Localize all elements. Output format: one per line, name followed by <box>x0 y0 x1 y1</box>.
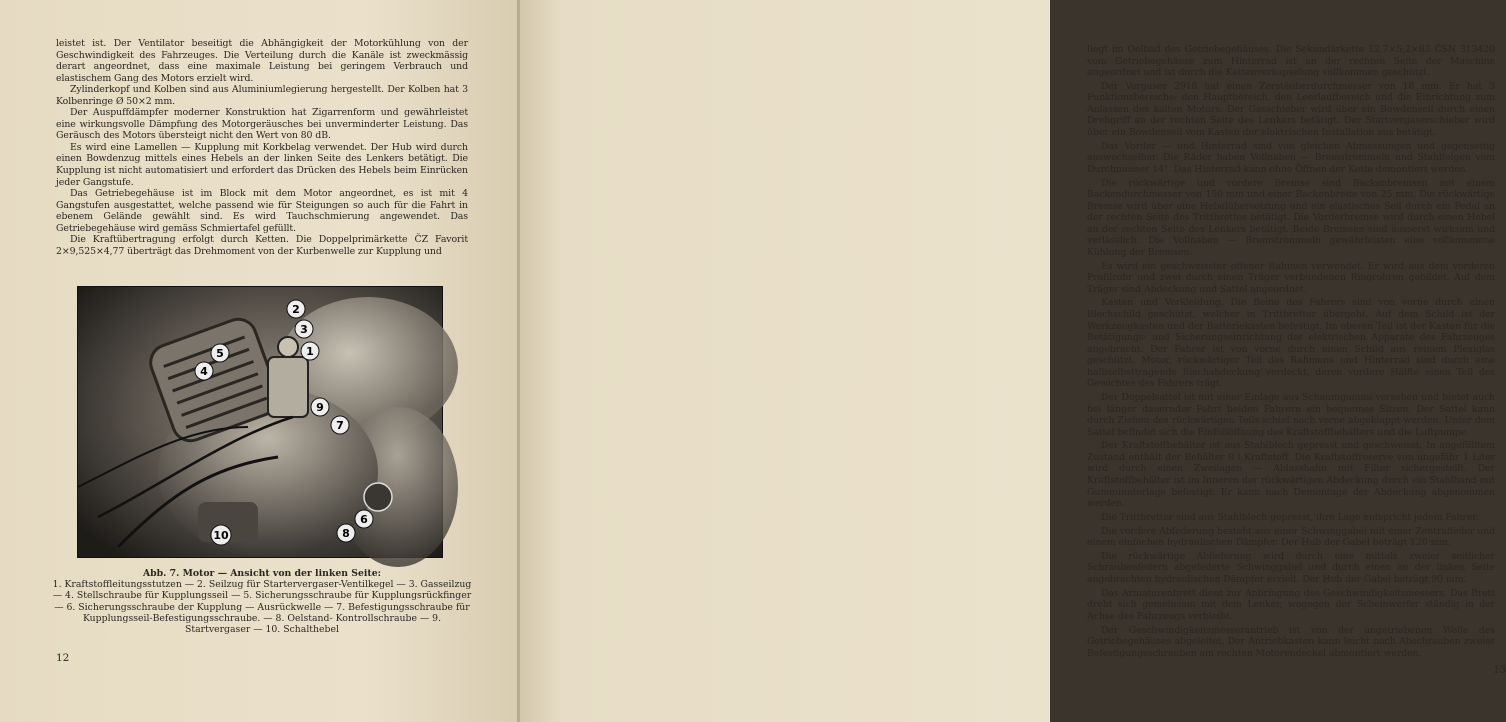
callout-10: 10 <box>213 529 229 542</box>
callout-2: 2 <box>292 303 300 316</box>
paragraph: Die Kraftübertragung erfolgt durch Ketten. Die Doppelprimärkette ČZ Favorit 2×9,525×4,77 überträgt das Drehmoment von der Kurbenwelle zur Kupplung und <box>56 234 468 257</box>
left-page <box>0 0 520 722</box>
engine-photo-drawing <box>78 287 442 557</box>
callout-8: 8 <box>342 527 350 540</box>
paragraph: Die rückwärtige und vordere Bremse sind Backenbremsen mit einem Backendurchmesser von 150 mm und einer Backenbreite von 25 mm. Die rückwärtige Bremse wird über eine Hebelübersetzung und ein elastisches Seil durch ein Pedal an der rechten Seite des Trittbrettes betätigt. Die Vorderbremse wird durch einen Hebel an der rechten Seite des Lenkers betätigt. Beide Bremsen sind äusserst wirksam und verlässlich. Die Vollnaben — Bremstrommeln gewährleisten eine vollkommene Kühlung der Bremsen. <box>1087 177 1495 258</box>
paragraph: Die rückwärtige Abfederung wird durch eine mittels zweier seitlicher Schraubenfedern abgefederte Schwinggabel und durch einen an der linken Seite angebrachten hydraulischen Dämpfer erzielt. Der Hub der Gabel beträgt 90 mm. <box>1087 550 1495 585</box>
paragraph: Der Doppelsattel ist mit einer Einlage aus Schaumgummi versehen und bietet auch bei länger dauernder Fahrt beiden Fahrern ein bequemes Sitzen. Der Sattel kann durch Ziehen des rückwärtigen Teils schief nach vorne abgeklappt werden. Unter dem Sattel befindet sich die Einfüllöffnung des Kraftstoffbehälters und die Luftpumpe. <box>1087 391 1495 438</box>
paragraph: Der Kraftstoffbehälter ist aus Stahlblech gepresst und geschweisst. In angefülltem Zustand enthält der Behälter 8 l Kraftstoff. Die Kraftstoffreserve von ungefähr 1 Liter wird durch einen Zweilagen — Ablasshahn mit Filter sichergestellt. Der Kraftstoffbehälter ist im Inneren der rückwärtigen Abdeckung durch ein Stahlband mit Gummiunterlage befestigt. Er kann nach Demontage der Abdeckung abgenommen werden. <box>1087 440 1495 510</box>
right-page-text <box>1087 44 1495 661</box>
engine-photo <box>77 286 443 558</box>
paragraph: Der Vergaser 2918 hat einen Zerstäuberdurchmesser von 18 mm. Er hat 3 Funktionsbereiche: den Hauptbereich, den Leerlaufbereich und die Einrichtung zum Anlassen des kalten Motors. Der Gasschieber wird über ein Bowdenseil durch einen Drehgriff an der rechten Seite des Lenkers betätigt. Der Startvergaserschieber wird über ein Bowdenseil vom Kasten der elektrischen Installation aus betätigt. <box>1087 80 1495 139</box>
callout-6: 6 <box>360 513 368 526</box>
paragraph: liegt im Oelbad des Getriebegehäuses. Die Sekundärkette 12,7×5,2×83 ČSN 313420 vom Getriebegehäuse zum Hinterrad ist an der rechten Seite der Maschine angeordnet und ist durch die Kettenverkapselung vollkommen geschützt. <box>1087 44 1495 79</box>
callout-9: 9 <box>316 401 324 414</box>
callout-1: 1 <box>306 345 314 358</box>
callout-3: 3 <box>300 323 308 336</box>
paragraph: Es wird eine Lamellen — Kupplung mit Korkbelag verwendet. Der Hub wird durch einen Bowdenzug mittels eines Hebels an der linken Seite des Lenkers betätigt. Die Kupplung ist nicht automatisiert und erfordert das Drücken des Hebels beim Einrücken jeder Gangstufe. <box>56 141 468 188</box>
paragraph: Kasten und Verkleidung. Die Beine des Fahrers sind von vorne durch einen Blechschild geschützt, welcher in Trittbretter übergeht. Auf dem Schild ist der Werkzeugkasten und der Batteriekasten befestigt. Im oberen Teil ist der Kasten für die Betätigungs- und Sicherungseinrichtung der elektrischen Apparate des Fahrzeuges angebracht. Der Fahrer ist von vorne durch einen Schild aus reinem Plexiglas geschützt. Motor, rückwärtiger Teil des Rahmens und Hinterrad sind durch eine halbselbsttragende Blechabdeckung verdeckt, deren vordere Hälfte einen Teil des Gewichtes des Fahrers trägt. <box>1087 297 1495 390</box>
paragraph: Das Armaturenbrett dient zur Anbringung des Geschwindigkeitsmessers. Das Brett dreht sich gemeinsam mit dem Lenker, wogegen der Scheinwerfer ständig in der Achse des Fahrzeugs verbleibt. <box>1087 587 1495 622</box>
paragraph: Das Getriebegehäuse ist im Block mit dem Motor angeordnet, es ist mit 4 Gangstufen ausgestattet, welche passend wie für Steigungen so auch für die Fahrt in ebenem Gelände gewählt sind. Es wird Tauchschmierung angewendet. Das Getriebegehäuse wird gemäss Schmiertafel gefüllt. <box>56 188 468 234</box>
paragraph: Die vordere Abfederung besteht aus einer Schwinggabel mit einer Zentralfeder und einem einfachen hydraulischen Dämpfer. Der Hub der Gabel beträgt 120 mm. <box>1087 525 1495 549</box>
page-number-left: 12 <box>56 652 70 664</box>
paragraph: Es wird ein geschweisster offener Rahmen verwendet. Er wird aus dem vorderen Profilrohr und zwei durch einen Träger verbundenen Ringrohren gebildet. Auf dem Träger sind Abdeckung und Sattel angeordnet. <box>1087 260 1495 295</box>
callout-4: 4 <box>200 365 208 378</box>
paragraph: Der Geschwindigkeitsmesserantrieb ist von der angetriebenen Welle des Getriebegehäuses abgeleitet. Der Antriebkasten kann leicht nach Abschrauben zweier Befestigungsschrauben am rechten Motorendeckel abmontiert werden. <box>1087 624 1495 659</box>
paragraph: Der Auspuffdämpfer moderner Konstruktion hat Zigarrenform und gewährleistet eine wirkungsvolle Dämpfung des Motorgeräusches bei unverminderter Leistung. Das Geräusch des Motors übersteigt nicht den Wert von 80 dB. <box>56 107 468 142</box>
figure-title: Abb. 7. Motor — Ansicht von der linken Seite: <box>142 568 382 579</box>
left-page-text <box>56 38 468 257</box>
figure-caption <box>52 568 472 635</box>
callout-5: 5 <box>216 347 224 360</box>
paragraph: Die Trittbretter sind aus Stahlblech gepresst, ihre Lage entspricht jedem Fahrer. <box>1101 511 1479 523</box>
paragraph: Das Vorder — und Hinterrad sind von gleichen Abmessungen und gegenseitig auswechselbar. Die Räder haben Vollnaben — Bremstrommeln und Stahlfelgen vom Durchmesser 14". Das Hinterrad kann ohne Öffnen der Kette demontiert werden. <box>1087 140 1495 175</box>
page-number-right: 13 <box>1493 664 1506 676</box>
paragraph: leistet ist. Der Ventilator beseitigt die Abhängigkeit der Motorkühlung von der Geschwindigkeit des Fahrzeuges. Die Verteilung durch die Kanäle ist zweckmässig derart angeordnet, dass eine maximale Leistung bei geringem Verbrauch und elastischem Gang des Motors erzielt wird. <box>56 38 468 84</box>
paragraph: Zylinderkopf und Kolben sind aus Aluminiumlegierung hergestellt. Der Kolben hat 3 Kolbenringe Ø 50×2 mm. <box>56 84 468 107</box>
callout-7: 7 <box>336 419 344 432</box>
figure-legend: 1. Kraftstoffleitungsstutzen — 2. Seilzug für Startervergaser-Ventilkegel — 3. Gasseilzug — 4. Stellschraube für Kupplungsseil — 5. Sicherungsschraube für Kupplungsrückfinger — 6. Sicherungsschraube der Kupplung — Ausrückwelle — 7. Befestigungsschraube für Kupplungsseil-Befestigungsschraube. — 8. Oelstand- Kontrollschraube — 9. Startvergaser — 10. Schalthebel <box>52 579 472 636</box>
right-page <box>520 0 1506 722</box>
